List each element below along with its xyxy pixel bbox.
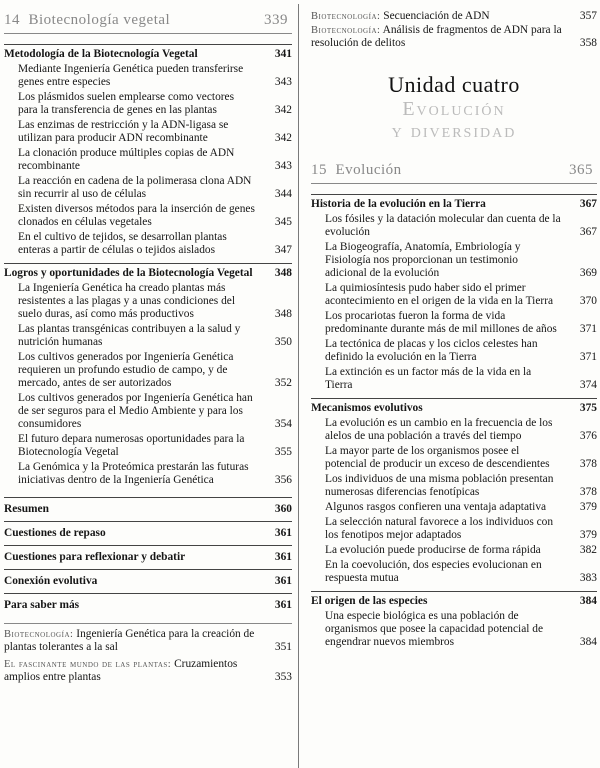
item-page: 370 <box>579 295 597 307</box>
toc-item <box>311 338 597 364</box>
unit-subtitle-1: Evolución <box>402 98 506 120</box>
item-page: 342 <box>274 104 292 116</box>
toc-item <box>311 366 597 392</box>
section-page: 384 <box>579 595 597 607</box>
toc-item <box>4 119 292 145</box>
toc-item <box>311 516 597 542</box>
item-page: 352 <box>274 377 292 389</box>
item-page: 343 <box>274 160 292 172</box>
unit-title: Unidad cuatro <box>388 72 520 97</box>
section-page: 375 <box>579 402 597 414</box>
toc-end-section <box>4 569 292 593</box>
item-text: Mediante Ingeniería Genética pueden transferirse genes entre especies <box>18 63 244 88</box>
item-page: 344 <box>274 188 292 200</box>
section-title: Cuestiones para reflexionar y debatir <box>4 551 186 563</box>
item-text: El futuro depara numerosas oportunidades para la Biotecnología Vegetal <box>18 433 245 458</box>
item-page: 371 <box>579 351 597 363</box>
toc-item <box>311 213 597 239</box>
toc-item <box>311 241 597 280</box>
item-text: En el cultivo de tejidos, se desarrollan plantas enteras a partir de células o tejidos aislados <box>18 231 227 256</box>
item-page: 374 <box>579 379 597 391</box>
item-page: 369 <box>579 267 597 279</box>
toc-item <box>4 203 292 229</box>
unit-subtitle-2: y diversidad <box>391 120 517 142</box>
toc-item <box>311 282 597 308</box>
item-page: 345 <box>274 216 292 228</box>
item-text: La Biogeografía, Anatomía, Embriología y Fisiología nos proporcionan un testimonio adicional de la evolución <box>325 241 521 279</box>
toc-item <box>4 351 292 390</box>
item-text: La Ingeniería Genética ha creado plantas más resistentes a las plagas y a unas condiciones del suelo duras, así como más productivos <box>18 282 235 320</box>
item-text: La quimiosíntesis pudo haber sido el primer acontecimiento en el origen de la vida en la Tierra <box>325 282 554 307</box>
item-text: La tectónica de placas y los ciclos celestes han definido la evolución en la Tierra <box>325 338 538 363</box>
toc-item <box>311 445 597 471</box>
section-page: 361 <box>274 599 292 611</box>
item-text: La evolución es un cambio en la frecuencia de los alelos de una población a través del tiempo <box>325 417 553 442</box>
chapter-title: Evolución <box>335 162 402 178</box>
feature-page: 358 <box>579 37 597 49</box>
item-text: Los cultivos generados por Ingeniería Genética requieren un profundo estudio de campo, y de mercado, antes de ser autorizados <box>18 351 234 389</box>
section-title: Mecanismos evolutivos <box>311 402 423 414</box>
item-page: 379 <box>579 529 597 541</box>
item-page: 367 <box>579 226 597 238</box>
item-text: Los fósiles y la datación molecular dan cuenta de la evolución <box>325 213 561 238</box>
section-title: Conexión evolutiva <box>4 575 98 587</box>
item-page: 376 <box>579 430 597 442</box>
toc-item <box>4 461 292 487</box>
section-title: Cuestiones de repaso <box>4 527 106 539</box>
toc-item <box>4 147 292 173</box>
toc-feature <box>311 24 597 50</box>
toc-section <box>311 591 597 608</box>
item-page: 348 <box>274 308 292 320</box>
section-title: Historia de la evolución en la Tierra <box>311 198 486 210</box>
section-page: 361 <box>274 527 292 539</box>
toc-item <box>311 417 597 443</box>
section-page: 341 <box>274 48 292 60</box>
left-column <box>4 10 292 684</box>
item-text: La extinción es un factor más de la vida en la Tierra <box>325 366 532 391</box>
feature-label: El fascinante mundo de las plantas: <box>4 659 172 670</box>
unit-heading <box>311 72 597 142</box>
toc-end-section <box>4 521 292 545</box>
chapter-number: 15 <box>311 162 327 178</box>
item-text: Existen diversos métodos para la inserción de genes clonados en células vegetales <box>18 203 255 228</box>
section-page: 361 <box>274 551 292 563</box>
toc-feature <box>311 10 597 23</box>
section-title: Logros y oportunidades de la Biotecnología Vegetal <box>4 267 253 279</box>
item-page: 355 <box>274 446 292 458</box>
chapter-15-heading <box>311 160 597 184</box>
toc-item <box>311 310 597 336</box>
item-page: 379 <box>579 501 597 513</box>
item-text: La selección natural favorece a los individuos con los fenotipos mejor adaptados <box>325 516 554 541</box>
toc-item <box>311 473 597 499</box>
item-page: 378 <box>579 486 597 498</box>
chapter-page: 365 <box>569 162 593 178</box>
section-page: 361 <box>274 575 292 587</box>
item-text: Una especie biológica es una población de organismos que posee la capacidad potencial de engendrar nuevos miembros <box>325 610 544 648</box>
item-text: Algunos rasgos confieren una ventaja adaptativa <box>325 501 547 513</box>
section-title: Metodología de la Biotecnología Vegetal <box>4 48 198 60</box>
feature-page: 357 <box>579 10 597 22</box>
item-text: La evolución puede producirse de forma rápida <box>325 544 541 556</box>
toc-end-section <box>4 545 292 569</box>
toc-item <box>311 544 597 557</box>
item-text: La Genómica y la Proteómica prestarán las futuras iniciativas dentro de la Ingeniería Genética <box>18 461 249 486</box>
feature-text: Cruzamientos amplios entre plantas <box>4 658 238 683</box>
toc-item <box>311 559 597 585</box>
item-page: 378 <box>579 458 597 470</box>
section-page: 360 <box>274 503 292 515</box>
item-text: Las enzimas de restricción y la ADN-ligasa se utilizan para producir ADN recombinante <box>18 119 229 144</box>
feature-page: 351 <box>274 641 292 653</box>
item-text: Los procariotas fueron la forma de vida predominante durante más de mil millones de años <box>325 310 557 335</box>
toc-item <box>4 282 292 321</box>
item-page: 356 <box>274 474 292 486</box>
item-text: La reacción en cadena de la polimerasa clona ADN sin recurrir al uso de células <box>18 175 252 200</box>
chapter-14-heading <box>4 10 292 34</box>
toc-end-section <box>4 497 292 521</box>
section-page: 367 <box>579 198 597 210</box>
toc-item <box>4 433 292 459</box>
chapter-title: Biotecnología vegetal <box>28 12 171 28</box>
feature-label: Biotecnología: <box>311 11 381 22</box>
feature-text: Secuenciación de ADN <box>383 10 490 22</box>
toc-item <box>4 91 292 117</box>
toc-section <box>311 194 597 211</box>
feature-label: Biotecnología: <box>311 25 381 36</box>
toc-feature <box>4 628 292 654</box>
toc-item <box>4 63 292 89</box>
item-page: 343 <box>274 76 292 88</box>
item-text: Los cultivos generados por Ingeniería Genética han de ser seguros para el Medio Ambiente y para los consumidores <box>18 392 253 430</box>
item-page: 382 <box>579 544 597 556</box>
item-text: En la coevolución, dos especies evolucionan en respuesta mutua <box>325 559 542 584</box>
item-page: 371 <box>579 323 597 335</box>
item-text: Los plásmidos suelen emplearse como vectores para la transferencia de genes en las plantas <box>18 91 235 116</box>
chapter-page: 339 <box>264 12 288 28</box>
feature-text: Análisis de fragmentos de ADN para la resolución de delitos <box>311 24 562 49</box>
toc-item <box>4 231 292 257</box>
section-page: 348 <box>274 267 292 279</box>
toc-item <box>311 610 597 649</box>
item-page: 350 <box>274 336 292 348</box>
item-text: Las plantas transgénicas contribuyen a la salud y nutrición humanas <box>18 323 241 348</box>
toc-item <box>4 392 292 431</box>
feature-page: 353 <box>274 671 292 683</box>
toc-item <box>311 501 597 514</box>
feature-text: Ingeniería Genética para la creación de plantas tolerantes a la sal <box>4 628 255 653</box>
toc-section <box>4 263 292 280</box>
chapter-number: 14 <box>4 12 20 28</box>
item-text: Los individuos de una misma población presentan numerosas diferencias fenotípicas <box>325 473 554 498</box>
toc-item <box>4 175 292 201</box>
item-page: 347 <box>274 244 292 256</box>
item-page: 354 <box>274 418 292 430</box>
toc-section <box>4 44 292 61</box>
item-text: La clonación produce múltiples copias de ADN recombinante <box>18 147 235 172</box>
toc-section <box>311 398 597 415</box>
item-text: La mayor parte de los organismos posee el potencial de producir un exceso de descendientes <box>325 445 550 470</box>
item-page: 383 <box>579 572 597 584</box>
toc-item <box>4 323 292 349</box>
toc-feature <box>4 658 292 684</box>
section-title: Resumen <box>4 503 49 515</box>
toc-end-section <box>4 593 292 617</box>
section-title: El origen de las especies <box>311 595 428 607</box>
section-title: Para saber más <box>4 599 80 611</box>
right-column <box>311 10 597 649</box>
feature-label: Biotecnología: <box>4 629 74 640</box>
item-page: 384 <box>579 636 597 648</box>
column-divider <box>298 4 299 768</box>
item-page: 342 <box>274 132 292 144</box>
